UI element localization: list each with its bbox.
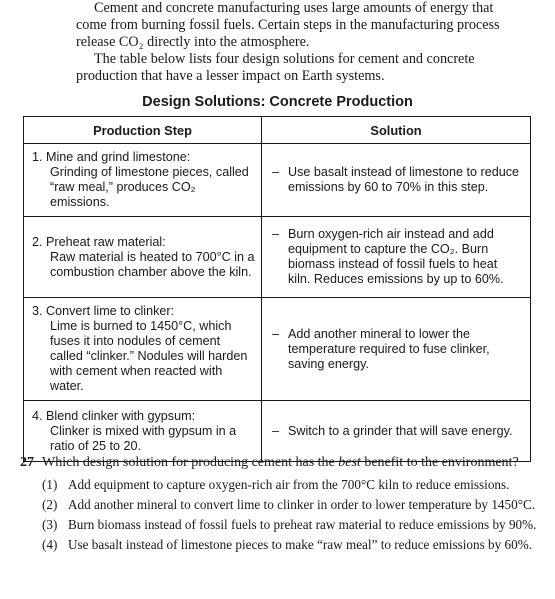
dash-bullet: – <box>272 423 280 438</box>
dash-bullet: – <box>272 227 280 241</box>
table-row <box>24 298 531 401</box>
step-cell <box>24 217 262 298</box>
option-text: Add equipment to capture oxygen-rich air from the 700°C kiln to reduce emissions. <box>68 477 510 492</box>
solution-cell <box>262 217 531 298</box>
solution-cell <box>262 144 531 217</box>
table-row <box>24 217 531 298</box>
solution-text: Add another mineral to lower the temperature required to fuse clinker, saving energy. <box>288 326 490 371</box>
step-description: Clinker is mixed with gypsum in a ratio of 25 to 20. <box>50 423 237 453</box>
question-number: 27 <box>20 455 34 470</box>
answer-option[interactable] <box>42 497 540 513</box>
emphasis-best: best <box>338 455 361 470</box>
option-label: (4) <box>42 537 58 552</box>
solution-text: Switch to a grinder that will save energy. <box>288 423 513 438</box>
design-solutions-table <box>23 116 531 462</box>
question-27 <box>20 454 540 557</box>
table-row <box>24 401 531 462</box>
answer-option[interactable] <box>42 517 540 533</box>
option-text: Use basalt instead of limestone pieces to make “raw meal” to reduce emissions by 60%. <box>68 537 532 552</box>
intro-paragraph-1: Cement and concrete manufacturing uses large amounts of energy that come from burning fossil fuels. Certain steps in the manufacturing process release CO₂ directly into the atmosphere. <box>76 0 500 50</box>
solution-cell <box>262 298 531 401</box>
question-stem: Which design solution for producing cement has the best benefit to the environment? <box>42 455 519 470</box>
step-title: 1. Mine and grind limestone: <box>32 150 191 164</box>
option-text: Add another mineral to convert lime to clinker in order to lower temperature by 1450°C. <box>68 497 536 512</box>
header-solution: Solution <box>262 117 531 144</box>
option-text: Burn biomass instead of fossil fuels to preheat raw material to reduce emissions by 90%. <box>68 517 537 532</box>
option-label: (2) <box>42 497 58 512</box>
step-cell <box>24 298 262 401</box>
answer-option[interactable] <box>42 477 540 493</box>
solution-text: Use basalt instead of limestone to reduce emissions by 60 to 70% in this step. <box>288 165 520 194</box>
header-production-step: Production Step <box>24 117 262 144</box>
answer-option[interactable] <box>42 537 540 553</box>
step-description: Raw material is heated to 700°C in a combustion chamber above the kiln. <box>50 249 255 279</box>
option-label: (1) <box>42 477 58 492</box>
intro-text <box>76 0 516 85</box>
step-description: Lime is burned to 1450°C, which fuses it into nodules of cement called “clinker.” Nodules will harden with cement when reacted with water. <box>50 319 248 393</box>
step-title: 3. Convert lime to clinker: <box>32 304 175 318</box>
step-description: Grinding of limestone pieces, called “raw meal,” produces CO₂ emissions. <box>50 165 249 209</box>
option-label: (3) <box>42 517 58 532</box>
step-cell <box>24 144 262 217</box>
step-title: 2. Preheat raw material: <box>32 234 166 249</box>
dash-bullet: – <box>272 326 280 341</box>
step-title: 4. Blend clinker with gypsum: <box>32 408 196 423</box>
dash-bullet: – <box>272 165 280 179</box>
step-cell <box>24 401 262 462</box>
intro-paragraph-2: The table below lists four design solutions for cement and concrete production that have a lesser impact on Earth systems. <box>76 51 475 84</box>
table-header-row <box>24 117 531 144</box>
table-title: Design Solutions: Concrete Production <box>142 94 413 110</box>
solution-text: Burn oxygen-rich air instead and add equipment to capture the CO₂. Burn biomass instead of fossil fuels to heat kiln. Reduces emissions by up to 60%. <box>288 227 504 286</box>
table-row <box>24 144 531 217</box>
solution-cell <box>262 401 531 462</box>
